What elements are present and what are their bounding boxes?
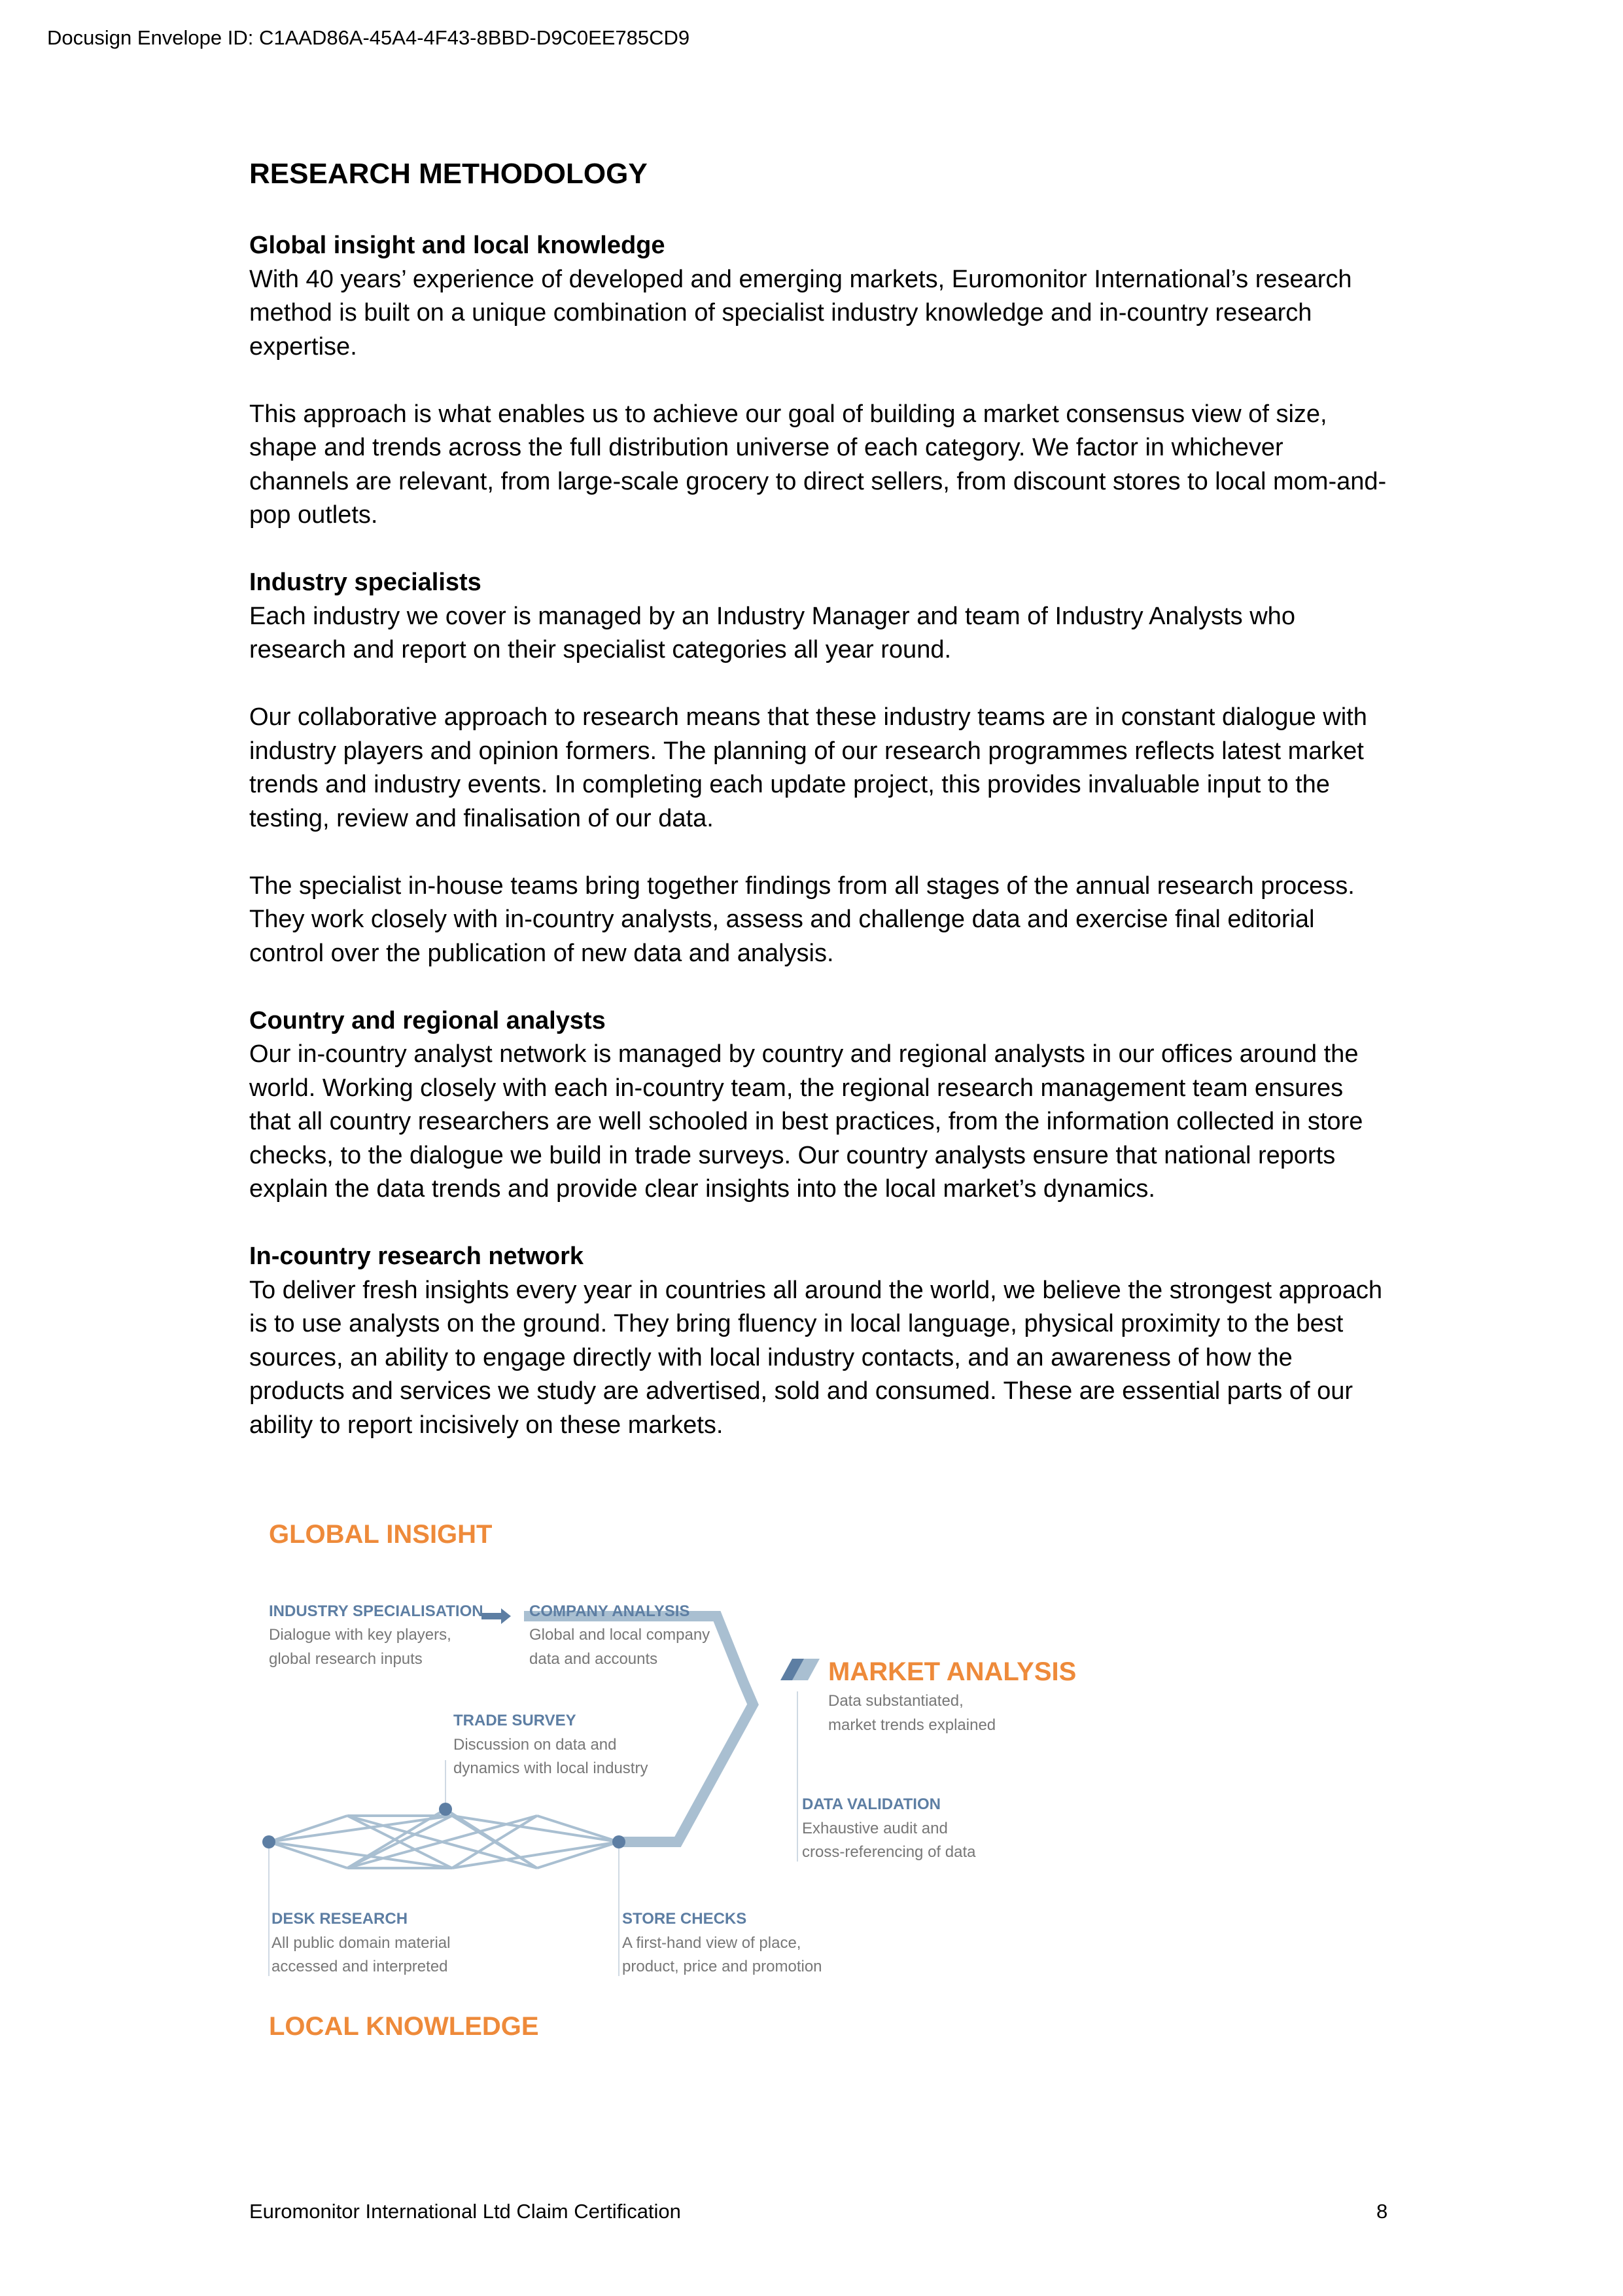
store-checks-node xyxy=(612,1835,625,1848)
desk-research-node xyxy=(262,1835,275,1848)
local-knowledge-label: LOCAL KNOWLEDGE xyxy=(269,2012,539,2041)
docusign-envelope-id: Docusign Envelope ID: C1AAD86A-45A4-4F43-8BBD-D9C0EE785CD9 xyxy=(47,26,690,49)
industry-specialisation-line1: Dialogue with key players, xyxy=(269,1626,451,1644)
paragraph: Our in-country analyst network is managed by country and regional analysts in our offices around the world. Working closely with each in-country team, the regional research management team ensures that all country researchers are well schooled in best practices, from the information collected in store checks, to the dialogue we build in trade surveys. Our country analysts ensure that national reports explain the data trends and provide clear insights into the local market’s dynamics. xyxy=(249,1040,1363,1203)
country-section xyxy=(249,1004,1387,1207)
market-analysis-line2: market trends explained xyxy=(828,1716,996,1734)
store-checks-title: STORE CHECKS xyxy=(622,1910,747,1928)
industry-section xyxy=(249,566,1387,667)
market-analysis-line1: Data substantiated, xyxy=(828,1692,964,1710)
paragraph: The specialist in-house teams bring together findings from all stages of the annual research process. They work closely with in-country analysts, assess and challenge data and exercise final editorial control over the publication of new data and analysis. xyxy=(249,872,1355,967)
network-lines xyxy=(269,1809,619,1868)
market-analysis-title: MARKET ANALYSIS xyxy=(828,1657,1077,1686)
paragraph: Our collaborative approach to research means that these industry teams are in constant dialogue with industry players and opinion formers. The planning of our research programmes reflects latest market trends and industry events. In completing each update project, this provides invaluable input to the testing, review and finalisation of our data. xyxy=(249,703,1367,832)
arrow-right-icon xyxy=(501,1608,511,1624)
guide-lines xyxy=(269,1691,797,1976)
paragraph: Each industry we cover is managed by an Industry Manager and team of Industry Analysts who research and report on their specialist categories all year round. xyxy=(249,602,1295,663)
footer-title: Euromonitor International Ltd Claim Certification xyxy=(249,2200,681,2223)
arrow-shaft xyxy=(481,1613,501,1619)
paragraph: To deliver fresh insights every year in countries all around the world, we believe the strongest approach is to use analysts on the ground. They bring fluency in local language, physical proximity to the best sources, an ability to engage directly with local industry contacts, and an awareness of how the products and services we study are advertised, sold and consumed. These are essential parts of our ability to report incisively on these markets. xyxy=(249,1276,1383,1439)
section-heading-country: Country and regional analysts xyxy=(249,1006,606,1034)
desk-research-title: DESK RESEARCH xyxy=(271,1910,408,1928)
section-heading-industry: Industry specialists xyxy=(249,569,481,596)
trade-survey-title: TRADE SURVEY xyxy=(453,1712,576,1729)
industry-specialisation-line2: global research inputs xyxy=(269,1650,423,1668)
data-validation-line1: Exhaustive audit and xyxy=(802,1820,948,1837)
paragraph: With 40 years’ experience of developed and emerging markets, Euromonitor International’s research method is built on a unique combination of specialist industry knowledge and in-country research expertise. xyxy=(249,265,1352,361)
diagram-svg xyxy=(249,1511,1126,2068)
data-validation-line2: cross-referencing of data xyxy=(802,1843,976,1861)
industry-specialisation-title: INDUSTRY SPECIALISATION xyxy=(269,1602,483,1620)
global-section xyxy=(249,229,1387,364)
paragraph: This approach is what enables us to achieve our goal of building a market consensus view of size, shape and trends across the full distribution universe of each category. We factor in whichever channels are relevant, from large-scale grocery to direct sellers, from discount stores to local mom-and-pop outlets. xyxy=(249,400,1387,529)
trade-survey-line2: dynamics with local industry xyxy=(453,1759,648,1777)
company-analysis-line1: Global and local company xyxy=(529,1626,710,1644)
global-insight-label: GLOBAL INSIGHT xyxy=(269,1520,493,1549)
data-validation-title: DATA VALIDATION xyxy=(802,1795,941,1813)
section-heading-network: In-country research network xyxy=(249,1243,584,1270)
store-checks-line2: product, price and promotion xyxy=(622,1958,822,1975)
desk-research-line1: All public domain material xyxy=(271,1934,451,1952)
network-section xyxy=(249,1240,1387,1442)
desk-research-line2: accessed and interpreted xyxy=(271,1958,448,1975)
page-title: RESEARCH METHODOLOGY xyxy=(249,158,648,190)
main-content xyxy=(249,156,1387,1476)
trade-survey-node xyxy=(439,1803,452,1816)
research-process-diagram xyxy=(249,1511,1126,2068)
company-analysis-line2: data and accounts xyxy=(529,1650,658,1668)
section-heading-global: Global insight and local knowledge xyxy=(249,232,665,259)
trade-survey-line1: Discussion on data and xyxy=(453,1736,617,1754)
store-checks-line1: A first-hand view of place, xyxy=(622,1934,801,1952)
page-number: 8 xyxy=(1376,2200,1388,2223)
company-analysis-title: COMPANY ANALYSIS xyxy=(529,1602,690,1620)
